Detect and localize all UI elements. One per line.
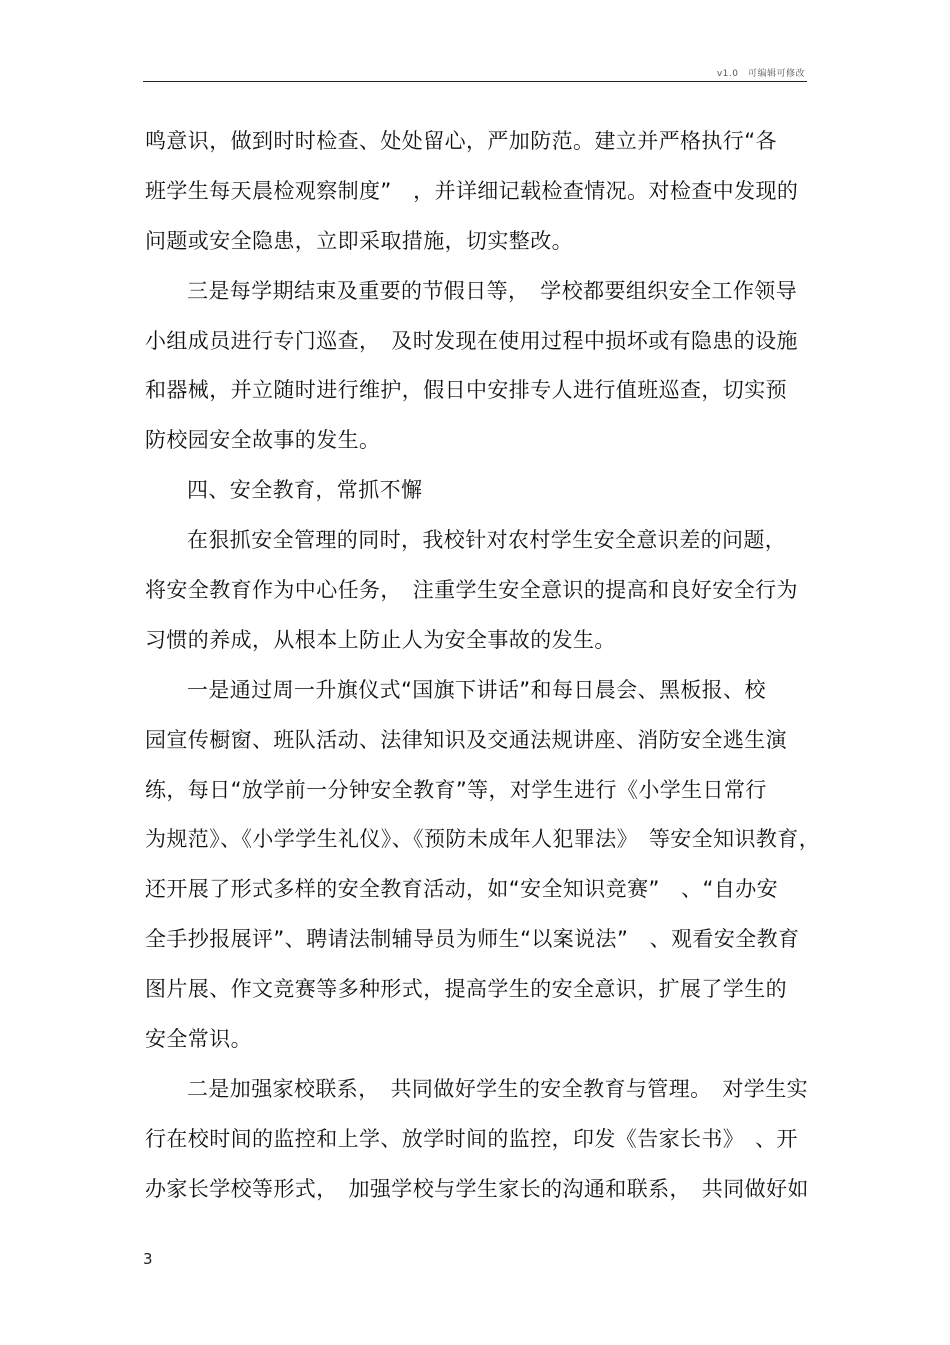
text-line: 为规范》、《小学学生礼仪》、《预防未成年人犯罪法》 等安全知识教育，: [145, 827, 821, 852]
text-line: 办家长学校等形式， 加强学校与学生家长的沟通和联系， 共同做好如: [145, 1176, 809, 1201]
text-line: 班学生每天晨检观察制度” ，并详细记载检查情况。对检查中发现的: [145, 178, 799, 203]
text-line: 全手抄报展评”、聘请法制辅导员为师生“以案说法” 、观看安全教育: [145, 927, 800, 952]
page-header-version: v1.0 可编辑可修改: [716, 69, 805, 79]
text-line: 防校园安全故事的发生。: [145, 428, 381, 453]
text-line: 园宣传橱窗、班队活动、法律知识及交通法规讲座、消防安全逃生演: [145, 727, 787, 752]
page-number: 3: [143, 1250, 153, 1268]
text-line: 问题或安全隐患，立即采取措施，切实整改。: [145, 228, 573, 253]
text-line: 安全常识。: [145, 1027, 252, 1052]
text-line: 将安全教育作为中心任务， 注重学生安全意识的提高和良好安全行为: [145, 578, 798, 603]
header-rule: [143, 81, 807, 82]
text-line: 和器械，并立随时进行维护，假日中安排专人进行值班巡查，切实预: [145, 378, 787, 403]
text-line: 鸣意识，做到时时检查、处处留心，严加防范。建立并严格执行“各: [145, 129, 777, 153]
section-heading: 四、安全教育，常抓不懈: [187, 478, 423, 503]
text-line: 一是通过周一升旗仪式“国旗下讲话”和每日晨会、黑板报、校: [187, 677, 766, 702]
text-line: 还开展了形式多样的安全教育活动，如“安全知识竞赛” 、“自办安: [145, 877, 779, 902]
text-line: 习惯的养成，从根本上防止人为安全事故的发生。: [145, 627, 616, 652]
text-line: 二是加强家校联系， 共同做好学生的安全教育与管理。 对学生实: [187, 1076, 808, 1101]
text-line: 行在校时间的监控和上学、放学时间的监控，印发《告家长书》 、开: [145, 1126, 798, 1151]
text-line: 小组成员进行专门巡查， 及时发现在使用过程中损坏或有隐患的设施: [145, 328, 798, 353]
text-line: 练，每日“放学前一分钟安全教育”等，对学生进行《小学生日常行: [145, 777, 767, 802]
text-line: 图片展、作文竞赛等多种形式，提高学生的安全意识，扩展了学生的: [145, 977, 787, 1002]
text-line: 三是每学期结束及重要的节假日等， 学校都要组织安全工作领导: [187, 278, 798, 303]
document-body: [145, 121, 821, 1219]
text-line: 在狠抓安全管理的同时，我校针对农村学生安全意识差的问题，: [187, 528, 787, 553]
